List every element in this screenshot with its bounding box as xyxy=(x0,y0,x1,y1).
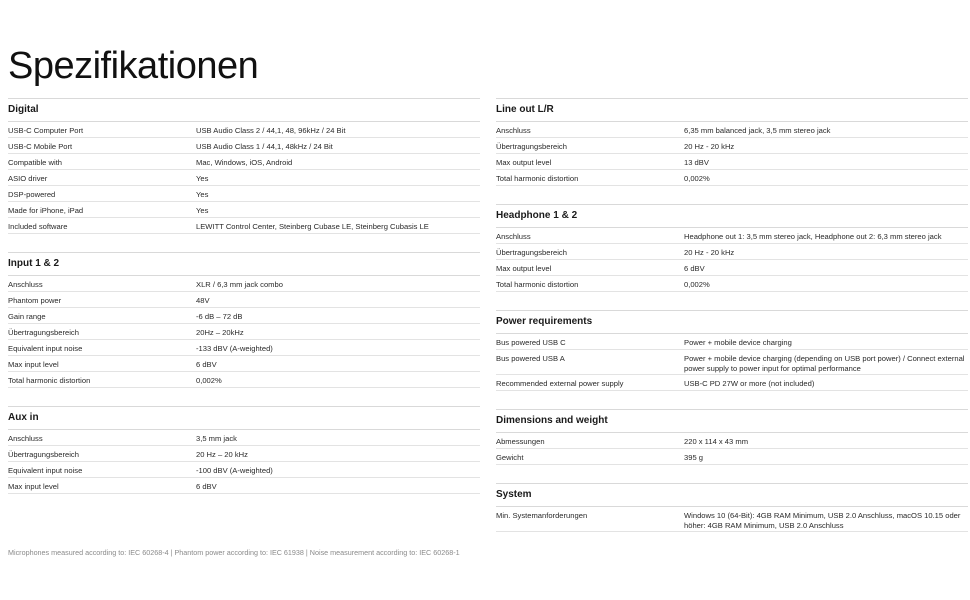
spec-label: Total harmonic distortion xyxy=(496,174,579,183)
spec-value: Mac, Windows, iOS, Android xyxy=(196,158,293,167)
spec-label: Bus powered USB C xyxy=(496,338,566,347)
section-heading: Dimensions and weight xyxy=(496,410,968,433)
spec-row xyxy=(8,186,480,202)
spec-row xyxy=(8,324,480,340)
spec-row xyxy=(496,334,968,350)
spec-section-headphone-1-2 xyxy=(496,204,968,292)
section-spacer xyxy=(496,465,968,483)
spec-row xyxy=(8,122,480,138)
spec-label: Recommended external power supply xyxy=(496,379,624,388)
spec-value: Yes xyxy=(196,174,209,183)
spec-label: Übertragungsbereich xyxy=(496,142,567,151)
spec-label: Max output level xyxy=(496,264,552,273)
page-title: Spezifikationen xyxy=(8,45,259,87)
spec-row xyxy=(496,170,968,186)
spec-value: 20Hz – 20kHz xyxy=(196,328,244,337)
spec-value: 6 dBV xyxy=(196,482,217,491)
spec-row xyxy=(8,276,480,292)
section-spacer xyxy=(8,234,480,252)
spec-value: LEWITT Control Center, Steinberg Cubase LE, Steinberg Cubasis LE xyxy=(196,222,429,231)
spec-label: Compatible with xyxy=(8,158,63,167)
spec-row xyxy=(496,154,968,170)
spec-label: Übertragungsbereich xyxy=(8,328,79,337)
spec-label: Übertragungsbereich xyxy=(496,248,567,257)
spec-row xyxy=(8,462,480,478)
spec-value: -133 dBV (A-weighted) xyxy=(196,344,273,353)
spec-row xyxy=(8,138,480,154)
spec-row xyxy=(8,154,480,170)
spec-row xyxy=(8,430,480,446)
spec-label: Max input level xyxy=(8,360,59,369)
spec-value: 0,002% xyxy=(684,174,710,183)
spec-value: 20 Hz - 20 kHz xyxy=(684,142,735,151)
spec-label: Max output level xyxy=(496,158,552,167)
section-spacer xyxy=(496,186,968,204)
spec-label: Anschluss xyxy=(496,232,531,241)
spec-row xyxy=(8,292,480,308)
spec-value: 6 dBV xyxy=(196,360,217,369)
section-heading: Line out L/R xyxy=(496,99,968,122)
spec-row xyxy=(8,372,480,388)
section-heading: Power requirements xyxy=(496,311,968,334)
section-heading: Headphone 1 & 2 xyxy=(496,205,968,228)
spec-label: Total harmonic distortion xyxy=(8,376,91,385)
spec-value: 48V xyxy=(196,296,210,305)
spec-value: 395 g xyxy=(684,453,704,462)
spec-row xyxy=(8,308,480,324)
spec-value: Yes xyxy=(196,190,209,199)
spec-label: Included software xyxy=(8,222,68,231)
spec-label: Anschluss xyxy=(496,126,531,135)
spec-row xyxy=(496,449,968,465)
spec-row xyxy=(496,375,968,391)
spec-row xyxy=(496,122,968,138)
spec-label: Abmessungen xyxy=(496,437,545,446)
spec-section-system xyxy=(496,483,968,532)
footnote: Microphones measured according to: IEC 60268-4 | Phantom power according to: IEC 61938 | Noise measurement according to: IEC 60268-1 xyxy=(8,548,460,557)
section-heading: Aux in xyxy=(8,407,480,430)
spec-row xyxy=(496,433,968,449)
spec-section-line-out-l-r xyxy=(496,98,968,186)
spec-row xyxy=(8,202,480,218)
spec-label: Anschluss xyxy=(8,280,43,289)
section-heading: System xyxy=(496,484,968,507)
spec-row xyxy=(496,350,968,375)
spec-label: Max input level xyxy=(8,482,59,491)
spec-label: Phantom power xyxy=(8,296,62,305)
spec-row xyxy=(496,138,968,154)
section-spacer xyxy=(496,391,968,409)
spec-value: 20 Hz - 20 kHz xyxy=(684,248,735,257)
spec-row xyxy=(8,170,480,186)
section-spacer xyxy=(496,292,968,310)
spec-label: USB-C Mobile Port xyxy=(8,142,73,151)
spec-row xyxy=(496,276,968,292)
spec-value: -100 dBV (A-weighted) xyxy=(196,466,273,475)
spec-row xyxy=(8,446,480,462)
spec-label: Min. Systemanforderungen xyxy=(496,511,588,520)
section-heading: Input 1 & 2 xyxy=(8,253,480,276)
spec-section-digital xyxy=(8,98,480,234)
spec-section-dimensions-and-weight xyxy=(496,409,968,465)
spec-value: USB Audio Class 2 / 44,1, 48, 96kHz / 24 Bit xyxy=(196,126,346,135)
section-heading: Digital xyxy=(8,99,480,122)
spec-value: 0,002% xyxy=(196,376,222,385)
spec-value: 6 dBV xyxy=(684,264,705,273)
spec-label: Equivalent input noise xyxy=(8,344,83,353)
spec-label: Übertragungsbereich xyxy=(8,450,79,459)
spec-row xyxy=(8,478,480,494)
spec-value: 220 x 114 x 43 mm xyxy=(684,437,749,446)
right-spec-column xyxy=(496,98,968,532)
spec-value: USB Audio Class 1 / 44,1, 48kHz / 24 Bit xyxy=(196,142,333,151)
spec-value: Windows 10 (64-Bit): 4GB RAM Minimum, USB 2.0 Anschluss, macOS 10.15 oder höher: 4GB RAM Minimum, USB 2.0 Anschluss xyxy=(684,511,961,530)
spec-row xyxy=(8,218,480,234)
spec-row xyxy=(496,244,968,260)
spec-section-aux-in xyxy=(8,406,480,494)
spec-row xyxy=(496,228,968,244)
spec-value: Headphone out 1: 3,5 mm stereo jack, Headphone out 2: 6,3 mm stereo jack xyxy=(684,232,942,241)
spec-value: 13 dBV xyxy=(684,158,709,167)
spec-label: DSP-powered xyxy=(8,190,56,199)
spec-row xyxy=(8,340,480,356)
spec-label: Total harmonic distortion xyxy=(496,280,579,289)
spec-value: Yes xyxy=(196,206,209,215)
spec-label: Bus powered USB A xyxy=(496,354,565,363)
left-spec-column xyxy=(8,98,480,494)
spec-row xyxy=(496,260,968,276)
spec-section-input-1-2 xyxy=(8,252,480,388)
spec-label: USB-C Computer Port xyxy=(8,126,84,135)
spec-section-power-requirements xyxy=(496,310,968,391)
spec-row xyxy=(8,356,480,372)
spec-value: -6 dB – 72 dB xyxy=(196,312,243,321)
spec-value: 20 Hz – 20 kHz xyxy=(196,450,248,459)
spec-row xyxy=(496,507,968,532)
spec-label: Gewicht xyxy=(496,453,524,462)
spec-value: 0,002% xyxy=(684,280,710,289)
spec-value: Power + mobile device charging (depending on USB port power) / Connect external power supply to power input for optimal performance xyxy=(684,354,965,373)
spec-value: Power + mobile device charging xyxy=(684,338,792,347)
spec-label: Gain range xyxy=(8,312,46,321)
spec-label: Anschluss xyxy=(8,434,43,443)
spec-value: USB-C PD 27W or more (not included) xyxy=(684,379,815,388)
spec-label: ASIO driver xyxy=(8,174,48,183)
section-spacer xyxy=(8,388,480,406)
spec-label: Made for iPhone, iPad xyxy=(8,206,84,215)
spec-value: 6,35 mm balanced jack, 3,5 mm stereo jack xyxy=(684,126,831,135)
spec-value: XLR / 6,3 mm jack combo xyxy=(196,280,283,289)
spec-label: Equivalent input noise xyxy=(8,466,83,475)
spec-value: 3,5 mm jack xyxy=(196,434,237,443)
